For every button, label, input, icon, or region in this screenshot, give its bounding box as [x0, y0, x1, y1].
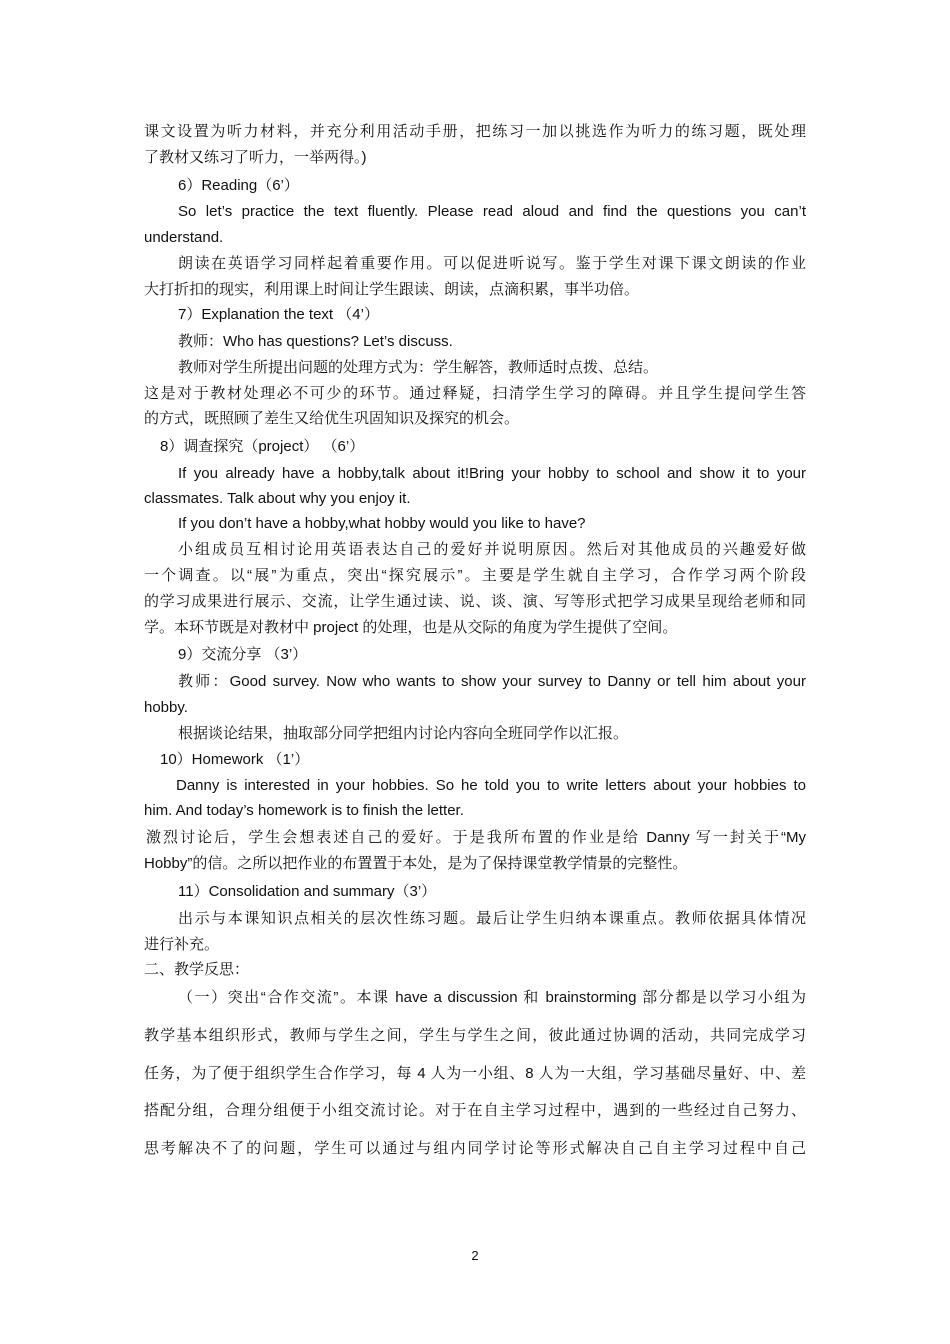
paragraph-line: 的方式，既照顾了差生又给优生巩固知识及探究的机会。 [144, 410, 520, 427]
section-heading-sharing: 9）交流分享 （3’） [178, 646, 308, 663]
paragraph-line: 教师：Who has questions? Let’s discuss. [178, 333, 453, 350]
paragraph-line: 任务，为了便于组织学生合作学习，每 4 人为一小组、8 人为一大组，学习基础尽量好、中、差 [144, 1065, 806, 1082]
paragraph-line: 学。本环节既是对教材中 project 的处理，也是从交际的角度为学生提供了空间。 [144, 619, 678, 636]
paragraph-line: 了教材又练习了听力，一举两得。) [144, 149, 367, 166]
paragraph-line: 思考解决不了的问题，学生可以通过与组内同学讨论等形式解决自己自主学习过程中自己 [144, 1140, 806, 1157]
paragraph-line: hobby. [144, 699, 188, 716]
paragraph-line: understand. [144, 229, 224, 246]
paragraph-line: 教师对学生所提出问题的处理方式为：学生解答，教师适时点拨、总结。 [178, 359, 659, 376]
section-heading-project: 8）调查探究（project） （6’） [160, 438, 365, 455]
section-heading-reflection: 二、教学反思： [144, 961, 250, 978]
section-heading-reading: 6）Reading（6’） [178, 177, 299, 194]
paragraph-line: 课文设置为听力材料，并充分利用活动手册，把练习一加以挑选作为听力的练习题，既处理 [144, 123, 806, 140]
paragraph-line: 教学基本组织形式，教师与学生之间，学生与学生之间，彼此通过协调的活动，共同完成学习 [144, 1027, 806, 1044]
paragraph-line: If you don’t have a hobby,what hobby would you like to have? [178, 515, 586, 532]
paragraph-line: Danny is interested in your hobbies. So he told you to write letters about your hobbies to [176, 777, 806, 794]
paragraph-line: （一）突出“合作交流”。本课 have a discussion 和 brainstorming 部分都是以学习小组为 [178, 989, 806, 1006]
paragraph-line: So let’s practice the text fluently. Please read aloud and find the questions you can’t [178, 203, 806, 220]
paragraph-line: 大打折扣的现实，利用课上时间让学生跟读、朗读，点滴积累，事半功倍。 [144, 281, 640, 298]
paragraph-line: 教师：Good survey. Now who wants to show your survey to Danny or tell him about your [178, 673, 806, 690]
paragraph-line: If you already have a hobby,talk about it!Bring your hobby to school and show it to your [178, 465, 806, 482]
section-heading-consolidation: 11）Consolidation and summary（3’） [178, 883, 437, 900]
paragraph-line: him. And today’s homework is to finish the letter. [144, 802, 464, 819]
paragraph-line: 出示与本课知识点相关的层次性练习题。最后让学生归纳本课重点。教师依据具体情况 [178, 910, 806, 927]
paragraph-line: 激烈讨论后，学生会想表述自己的爱好。于是我所布置的作业是给 Danny 写一封关于“My [146, 829, 806, 846]
section-heading-explanation: 7）Explanation the text （4’） [178, 306, 379, 323]
paragraph-line: 搭配分组，合理分组便于小组交流讨论。对于在自主学习过程中，遇到的一些经过自己努力、 [144, 1102, 806, 1119]
paragraph-line: 进行补充。 [144, 936, 220, 953]
section-heading-homework: 10）Homework （1’） [160, 751, 310, 768]
paragraph-line: 这是对于教材处理必不可少的环节。通过释疑，扫清学生学习的障碍。并且学生提问学生答 [144, 385, 806, 402]
paragraph-line: 根据谈论结果，抽取部分同学把组内讨论内容向全班同学作以汇报。 [178, 725, 629, 742]
paragraph-line: 小组成员互相讨论用英语表达自己的爱好并说明原因。然后对其他成员的兴趣爱好做 [178, 541, 806, 558]
page-number: 2 [471, 1248, 479, 1263]
paragraph-line: classmates. Talk about why you enjoy it. [144, 490, 411, 507]
paragraph-line: 的学习成果进行展示、交流，让学生通过读、说、谈、演、写等形式把学习成果呈现给老师和同 [144, 593, 806, 610]
paragraph-line: 朗读在英语学习同样起着重要作用。可以促进听说写。鉴于学生对课下课文朗读的作业 [178, 255, 806, 272]
paragraph-line: Hobby”的信。之所以把作业的布置置于本处，是为了保持课堂教学情景的完整性。 [144, 855, 688, 872]
paragraph-line: 一个调查。以“展”为重点，突出“探究展示”。主要是学生就自主学习，合作学习两个阶段 [144, 567, 806, 584]
